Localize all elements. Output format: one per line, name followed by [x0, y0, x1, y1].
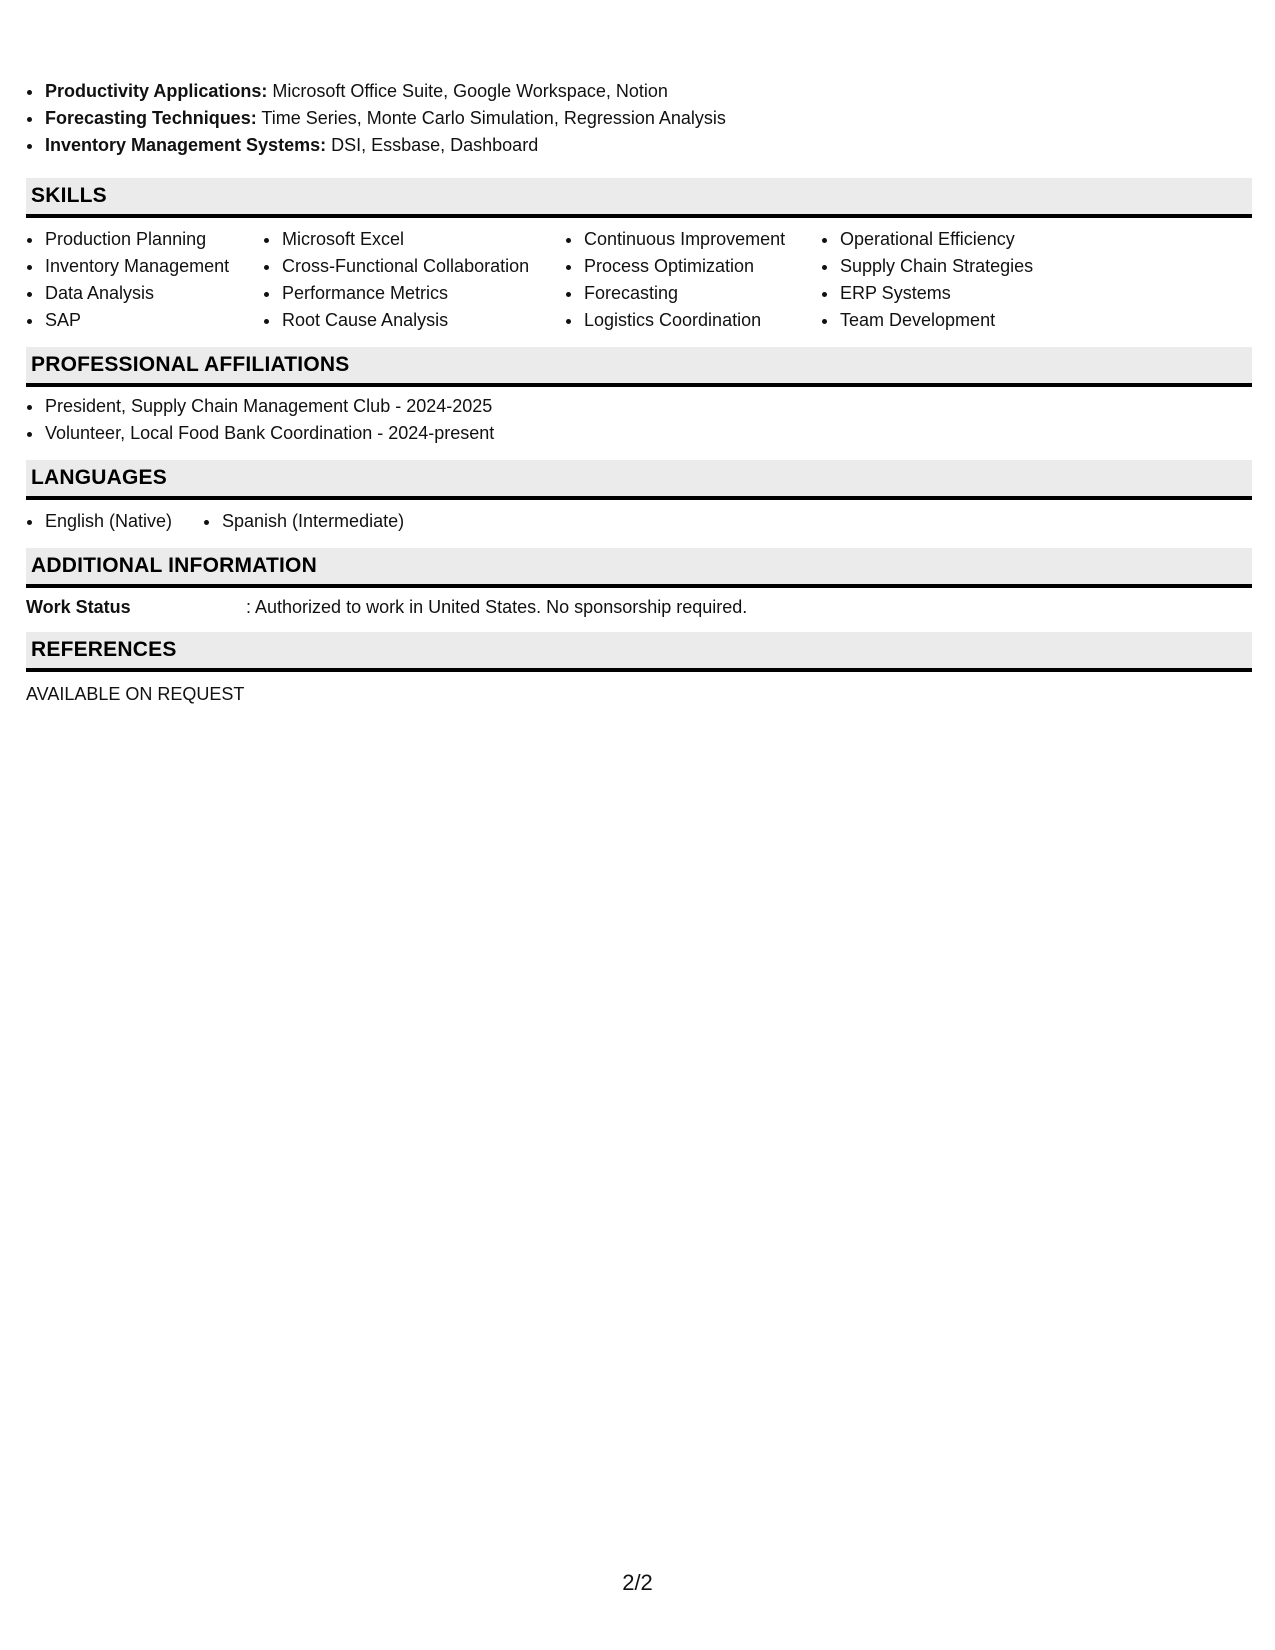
skills-column — [263, 226, 565, 334]
tool-label: Forecasting Techniques: — [45, 108, 257, 128]
skill-item: • Process Optimization — [583, 253, 821, 280]
affiliation-item: • President, Supply Chain Management Club - 2024-2025 — [44, 393, 1252, 420]
skill-item: • SAP — [44, 307, 263, 334]
skill-item: • Performance Metrics — [281, 280, 565, 307]
skill-item: • Cross-Functional Collaboration — [281, 253, 565, 280]
language-item: • English (Native) — [44, 508, 203, 535]
skill-item: • Data Analysis — [44, 280, 263, 307]
skill-item: • Forecasting — [583, 280, 821, 307]
language-column — [26, 508, 203, 535]
references-section-header: REFERENCES — [26, 632, 1252, 672]
list-item — [44, 105, 1252, 132]
skills-column — [565, 226, 821, 334]
resume-page — [26, 78, 1252, 706]
additional-info-section-header: ADDITIONAL INFORMATION — [26, 548, 1252, 588]
language-column — [203, 508, 404, 535]
tool-value: Time Series, Monte Carlo Simulation, Regression Analysis — [256, 108, 726, 128]
tool-value: Microsoft Office Suite, Google Workspace, Notion — [267, 81, 668, 101]
skill-item: • Root Cause Analysis — [281, 307, 565, 334]
tool-label: Productivity Applications: — [45, 81, 268, 101]
page-number: 2/2 — [622, 1570, 653, 1595]
skill-item: • Production Planning — [44, 226, 263, 253]
work-status-row — [26, 595, 1252, 619]
languages-section-header: LANGUAGES — [26, 460, 1252, 500]
tool-label: Inventory Management Systems: — [45, 135, 327, 155]
list-item — [44, 78, 1252, 105]
skill-item: • Inventory Management — [44, 253, 263, 280]
work-status-value: : Authorized to work in United States. No sponsorship required. — [246, 597, 748, 617]
tools-list — [26, 78, 1252, 159]
skill-item: • Supply Chain Strategies — [839, 253, 1099, 280]
list-item — [44, 132, 1252, 159]
skills-grid — [26, 226, 1252, 334]
skills-column — [26, 226, 263, 334]
affiliations-list — [26, 393, 1252, 447]
skills-section-header: SKILLS — [26, 178, 1252, 218]
skill-item: • Continuous Improvement — [583, 226, 821, 253]
tool-value: DSI, Essbase, Dashboard — [326, 135, 539, 155]
affiliations-section-header: PROFESSIONAL AFFILIATIONS — [26, 347, 1252, 387]
skill-item: • Microsoft Excel — [281, 226, 565, 253]
language-item: • Spanish (Intermediate) — [221, 508, 404, 535]
references-text: AVAILABLE ON REQUEST — [26, 684, 245, 704]
skill-item: • ERP Systems — [839, 280, 1099, 307]
skill-item: • Operational Efficiency — [839, 226, 1099, 253]
work-status-label: Work Status — [26, 597, 131, 617]
skills-column — [821, 226, 1099, 334]
skill-item: • Team Development — [839, 307, 1099, 334]
affiliation-item: • Volunteer, Local Food Bank Coordination - 2024-present — [44, 420, 1252, 447]
languages-list — [26, 508, 1252, 535]
skill-item: • Logistics Coordination — [583, 307, 821, 334]
